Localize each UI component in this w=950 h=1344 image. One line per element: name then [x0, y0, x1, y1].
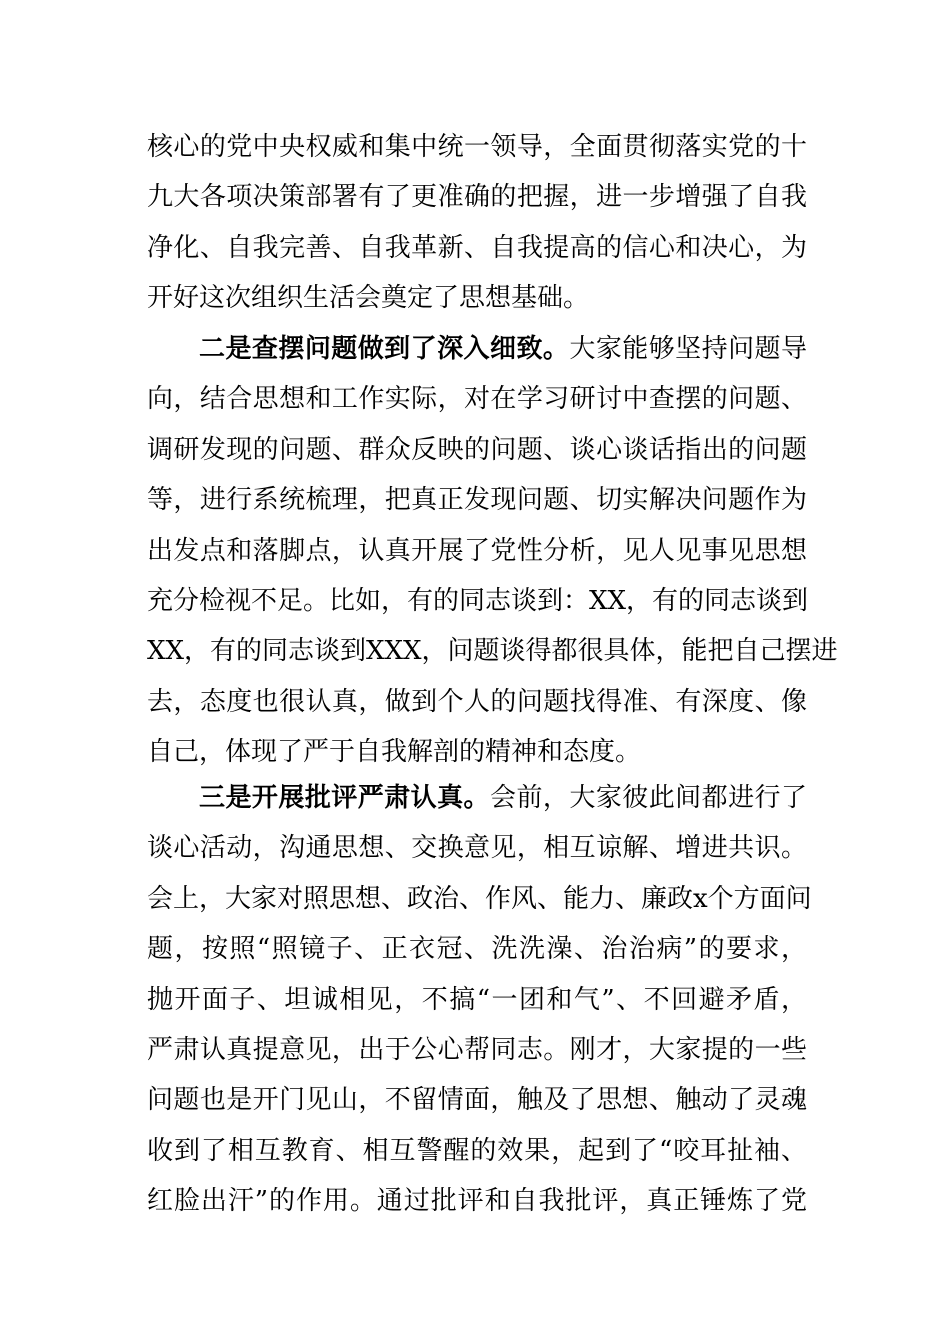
section-lead-rest: 大家能够坚持问题导 — [569, 334, 807, 364]
text-line: 开好这次组织生活会奠定了思想基础。 — [147, 283, 590, 314]
text-line: XX，有的同志谈到XXX，问题谈得都很具体，能把自己摆进 — [147, 636, 838, 667]
text-line: 自己，体现了严于自我解剖的精神和态度。 — [147, 737, 642, 768]
text-line: 红脸出汗”的作用。通过批评和自我批评，真正锤炼了党 — [147, 1186, 807, 1217]
paragraph-section-3 — [147, 773, 812, 1227]
text-line: 抛开面子、坦诚相见，不搞“一团和气”、不回避矛盾， — [147, 984, 807, 1015]
text-line: 谈心活动，沟通思想、交换意见，相互谅解、增进共识。 — [147, 833, 807, 864]
text-line: 题，按照“照镜子、正衣冠、洗洗澡、治治病”的要求， — [147, 934, 807, 965]
paragraph-section-2 — [147, 324, 838, 778]
text-line: 收到了相互教育、相互警醒的效果，起到了“咬耳扯袖、 — [147, 1135, 807, 1166]
text-line: 调研发现的问题、群众反映的问题、谈心谈话指出的问题 — [147, 434, 807, 465]
text-line: 向，结合思想和工作实际，对在学习研讨中查摆的问题、 — [147, 384, 807, 415]
text-line: 充分检视不足。比如，有的同志谈到：XX，有的同志谈到 — [147, 585, 809, 616]
text-line: 会上，大家对照思想、政治、作风、能力、廉政x个方面问 — [147, 883, 812, 914]
text-line: 核心的党中央权威和集中统一领导，全面贯彻落实党的十 — [147, 132, 807, 162]
paragraph-continuation — [147, 122, 807, 324]
text-line: 出发点和落脚点，认真开展了党性分析，见人见事见思想 — [147, 535, 807, 566]
section-lead: 二是查摆问题做到了深入细致。 — [199, 334, 570, 364]
text-line: 去，态度也很认真，做到个人的问题找得准、有深度、像 — [147, 686, 807, 717]
text-line-first — [147, 773, 807, 823]
section-lead: 三是开展批评严肃认真。 — [199, 783, 490, 813]
text-line: 九大各项决策部署有了更准确的把握，进一步增强了自我 — [147, 182, 807, 213]
text-line: 净化、自我完善、自我革新、自我提高的信心和决心，为 — [147, 232, 807, 263]
text-line: 问题也是开门见山，不留情面，触及了思想、触动了灵魂 — [147, 1085, 807, 1116]
text-line: 严肃认真提意见，出于公心帮同志。刚才，大家提的一些 — [147, 1034, 807, 1065]
section-lead-rest: 会前，大家彼此间都进行了 — [490, 783, 807, 813]
text-line: 等，进行系统梳理，把真正发现问题、切实解决问题作为 — [147, 485, 807, 516]
text-line-first — [147, 324, 807, 374]
